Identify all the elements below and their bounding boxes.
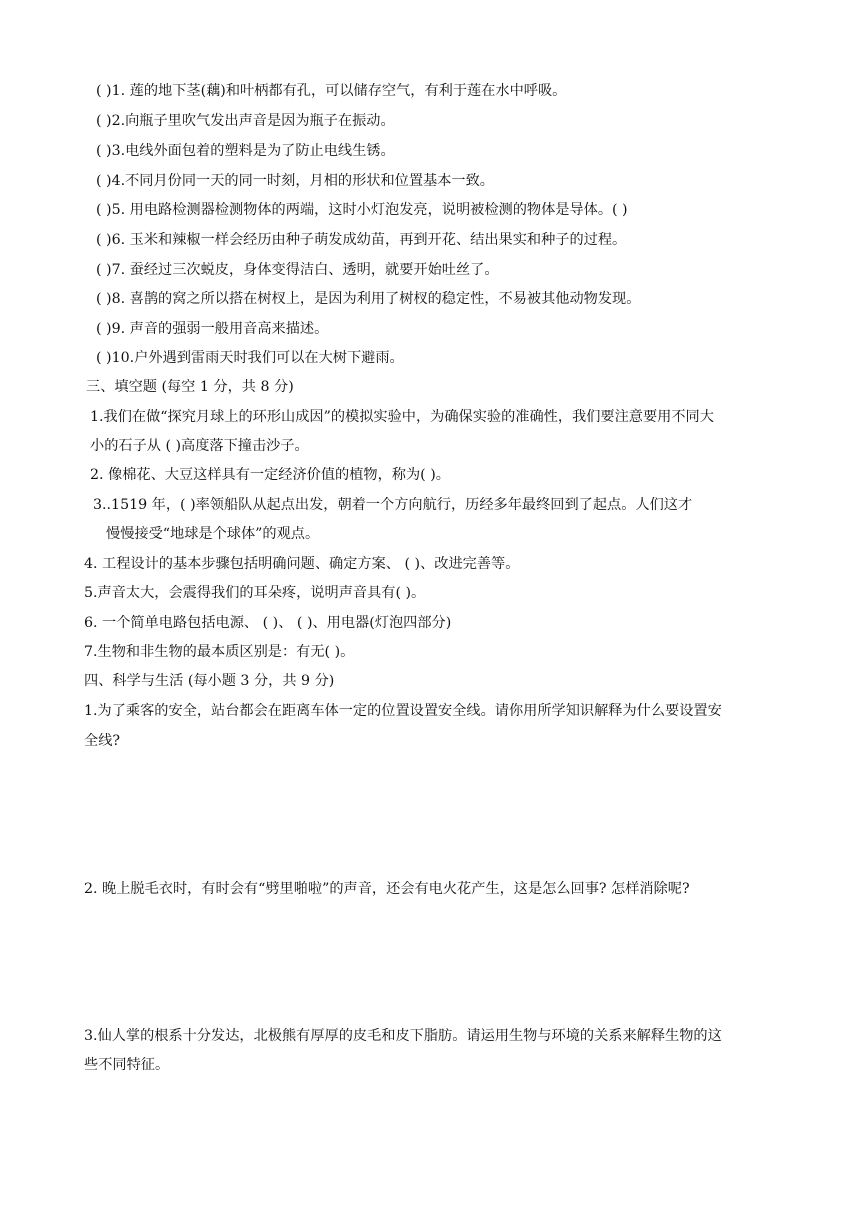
judge-item-6: ( )6. 玉米和辣椒一样会经历由种子萌发成幼苗，再到开花、结出果实和种子的过程。 — [96, 232, 627, 248]
fill-q3-line1: 3..1519 年，( )率领船队从起点出发，朝着一个方向航行，历经多年最终回到了起点。人们这才 — [93, 497, 693, 513]
fill-q7: 7.生物和非生物的最本质区别是：有无( )。 — [84, 644, 355, 660]
fill-q4: 4. 工程设计的基本步骤包括明确问题、确定方案、 ( )、改进完善等。 — [84, 556, 520, 572]
fill-q2: 2. 像棉花、大豆这样具有一定经济价值的植物，称为( )。 — [90, 467, 450, 483]
life-q2: 2. 晚上脱毛衣时，有时会有“劈里啪啦”的声音，还会有电火花产生，这是怎么回事? 怎样消除呢? — [84, 881, 690, 897]
judge-item-7: ( )7. 蚕经过三次蜕皮，身体变得洁白、透明，就要开始吐丝了。 — [96, 262, 499, 278]
judge-item-3: ( )3.电线外面包着的塑料是为了防止电线生锈。 — [96, 143, 395, 159]
judge-item-8: ( )8. 喜鹊的窝之所以搭在树杈上，是因为利用了树杈的稳定性，不易被其他动物发现。 — [96, 291, 641, 307]
section3-heading: 三、填空题 (每空 1 分，共 8 分) — [86, 379, 294, 395]
judge-item-10: ( )10.户外遇到雷雨天时我们可以在大树下避雨。 — [96, 350, 404, 366]
fill-q3-line2: 慢慢接受“地球是个球体”的观点。 — [106, 526, 320, 542]
judge-item-4: ( )4.不同月份同一天的同一时刻，月相的形状和位置基本一致。 — [96, 173, 494, 189]
fill-q5: 5.声音太大，会震得我们的耳朵疼，说明声音具有( )。 — [84, 585, 426, 601]
life-q1-line2: 全线? — [84, 733, 120, 749]
life-q1-line1: 1.为了乘客的安全，站台都会在距离车体一定的位置设置安全线。请你用所学知识解释为什么要设置安 — [84, 703, 722, 719]
fill-q1-line2: 小的石子从 ( )高度落下撞击沙子。 — [90, 438, 309, 454]
fill-q1-line1: 1.我们在做“探究月球上的环形山成因”的模拟实验中，为确保实验的准确性，我们要注意要用不同大 — [90, 409, 714, 425]
judge-item-2: ( )2.向瓶子里吹气发出声音是因为瓶子在振动。 — [96, 113, 395, 129]
life-q3-line2: 些不同特征。 — [84, 1057, 170, 1073]
judge-item-1: ( )1. 莲的地下茎(藕)和叶柄都有孔，可以储存空气，有利于莲在水中呼吸。 — [96, 83, 567, 99]
section4-heading: 四、科学与生活 (每小题 3 分，共 9 分) — [84, 673, 335, 689]
judge-item-5: ( )5. 用电路检测器检测物体的两端，这时小灯泡发亮，说明被检测的物体是导体。( ) — [96, 202, 628, 218]
life-q3-line1: 3.仙人掌的根系十分发达，北极熊有厚厚的皮毛和皮下脂肪。请运用生物与环境的关系来解释生物的这 — [84, 1028, 722, 1044]
fill-q6: 6. 一个简单电路包括电源、 ( )、 ( )、用电器(灯泡四部分) — [84, 615, 452, 631]
judge-item-9: ( )9. 声音的强弱一般用音高来描述。 — [96, 321, 329, 337]
